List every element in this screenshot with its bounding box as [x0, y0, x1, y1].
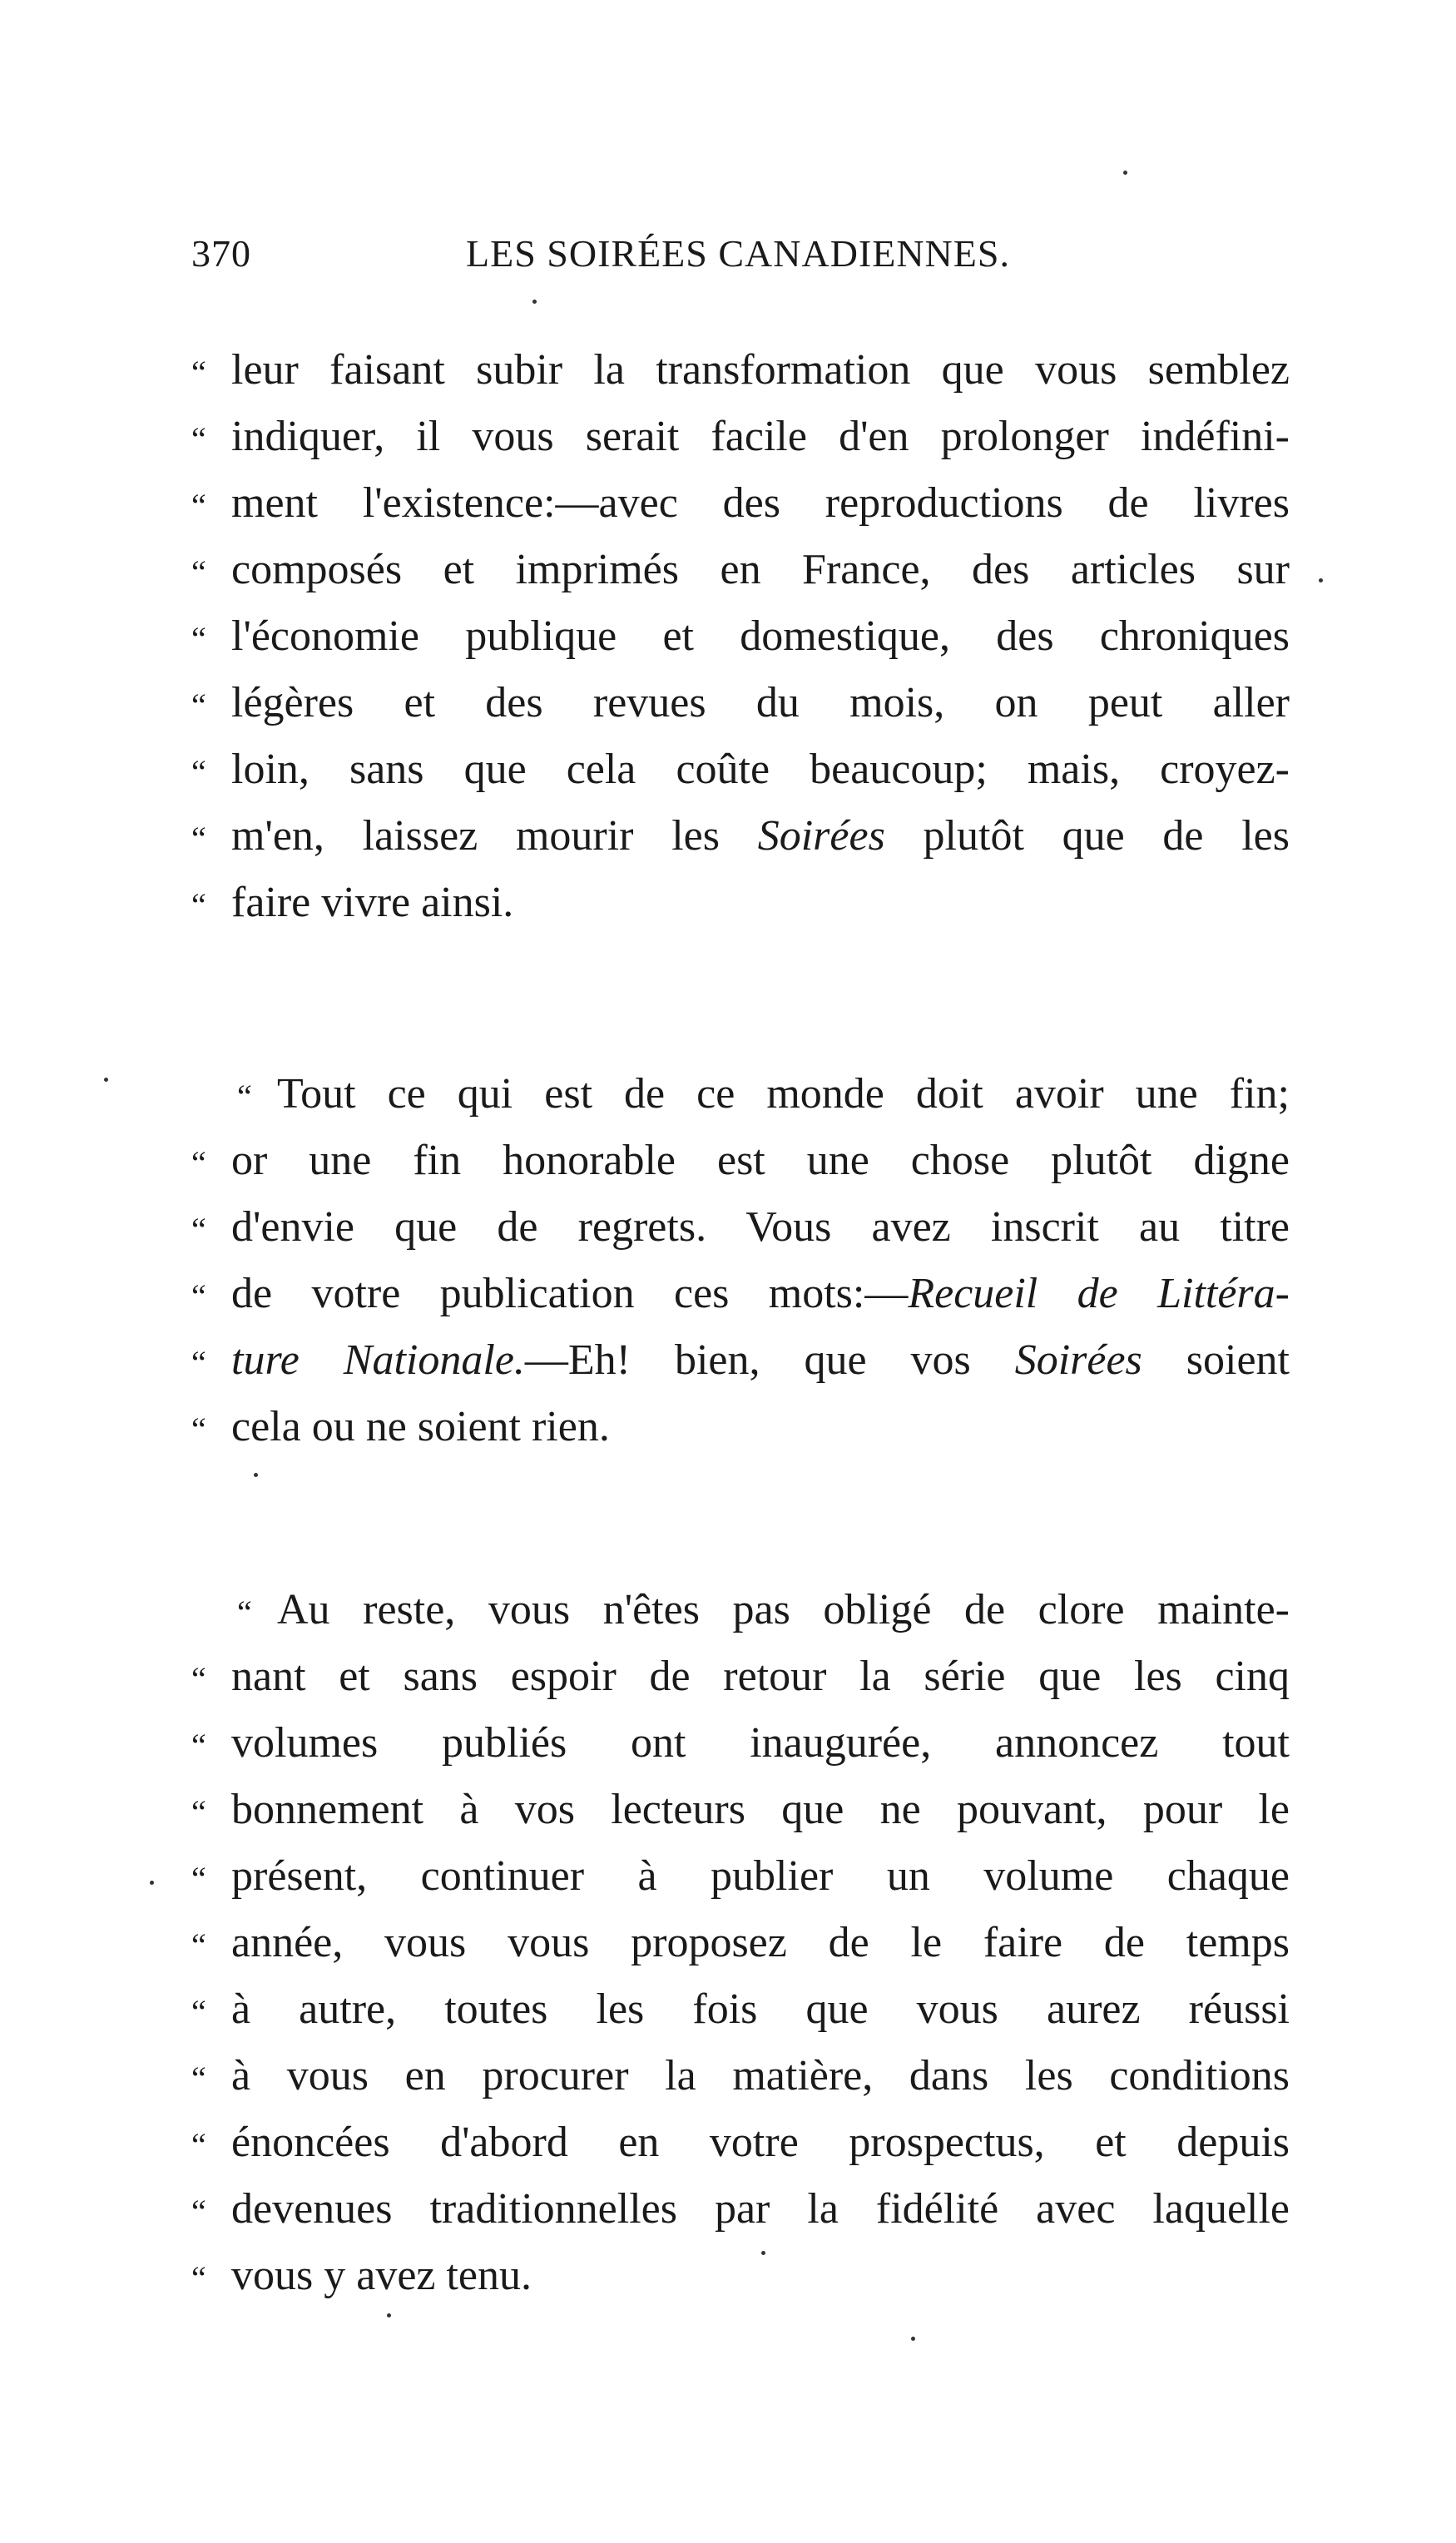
- text-line: “ indiquer, il vous serait facile d'en prolonger indéfini-: [191, 413, 1290, 460]
- text-line: “ loin, sans que cela coûte beaucoup; mais, croyez-: [191, 746, 1290, 793]
- text-line: “ faire vivre ainsi.: [191, 879, 514, 926]
- text-line: “ leur faisant subir la transformation que vous semblez: [191, 346, 1290, 394]
- scan-speck: [761, 2251, 765, 2255]
- text-line: “ de votre publication ces mots:—Recueil de Littéra-: [191, 1270, 1290, 1317]
- text-line: “ vous y avez tenu.: [191, 2252, 532, 2299]
- text-line: “ l'économie publique et domestique, des chroniques: [191, 612, 1290, 660]
- text-line: “ ture Nationale.—Eh! bien, que vos Soirées soient: [191, 1336, 1290, 1384]
- scan-speck: [150, 1881, 154, 1885]
- scan-speck: [254, 1473, 258, 1477]
- scan-speck: [911, 2337, 915, 2341]
- text-line: “ énoncées d'abord en votre prospectus, et depuis: [191, 2119, 1290, 2166]
- scan-speck: [1123, 171, 1127, 175]
- italic-title: Soirées: [1014, 1336, 1142, 1384]
- text-line: “ cela ou ne soient rien.: [191, 1403, 610, 1450]
- scan-speck: [1319, 578, 1323, 582]
- italic-title: ture Nationale.: [231, 1336, 525, 1384]
- text-line: “ devenues traditionnelles par la fidélité avec laquelle: [191, 2185, 1290, 2233]
- scan-speck: [104, 1078, 108, 1082]
- scan-speck: [387, 2313, 391, 2317]
- text-line: “ à autre, toutes les fois que vous aurez réussi: [191, 1985, 1290, 2033]
- text-line: “ volumes publiés ont inaugurée, annoncez tout: [191, 1719, 1290, 1767]
- text-line: “ présent, continuer à publier un volume chaque: [191, 1852, 1290, 1900]
- text-line: “ Au reste, vous n'êtes pas obligé de clore mainte-: [237, 1586, 1290, 1633]
- text-line: “ composés et imprimés en France, des articles sur: [191, 546, 1290, 593]
- text-line: “ d'envie que de regrets. Vous avez inscrit au titre: [191, 1203, 1290, 1251]
- page-number: 370: [191, 232, 251, 275]
- text-line: “ à vous en procurer la matière, dans les conditions: [191, 2052, 1290, 2099]
- italic-title: Soirées: [757, 812, 885, 860]
- text-line: “ ment l'existence:—avec des reproductions de livres: [191, 479, 1290, 527]
- text-line: “ or une fin honorable est une chose plutôt digne: [191, 1137, 1290, 1184]
- text-line: “ bonnement à vos lecteurs que ne pouvant, pour le: [191, 1786, 1290, 1833]
- text-line: “ nant et sans espoir de retour la série que les cinq: [191, 1653, 1290, 1700]
- scan-speck: [532, 300, 537, 304]
- running-title: LES SOIRÉES CANADIENNES.: [466, 232, 1010, 275]
- text-line: “ année, vous vous proposez de le faire de temps: [191, 1919, 1290, 1966]
- italic-title: Recueil de Littéra-: [908, 1270, 1290, 1317]
- text-line: “ m'en, laissez mourir les Soirées plutôt que de les: [191, 812, 1290, 860]
- text-line: “ légères et des revues du mois, on peut aller: [191, 679, 1290, 726]
- text-line: “ Tout ce qui est de ce monde doit avoir une fin;: [237, 1070, 1290, 1118]
